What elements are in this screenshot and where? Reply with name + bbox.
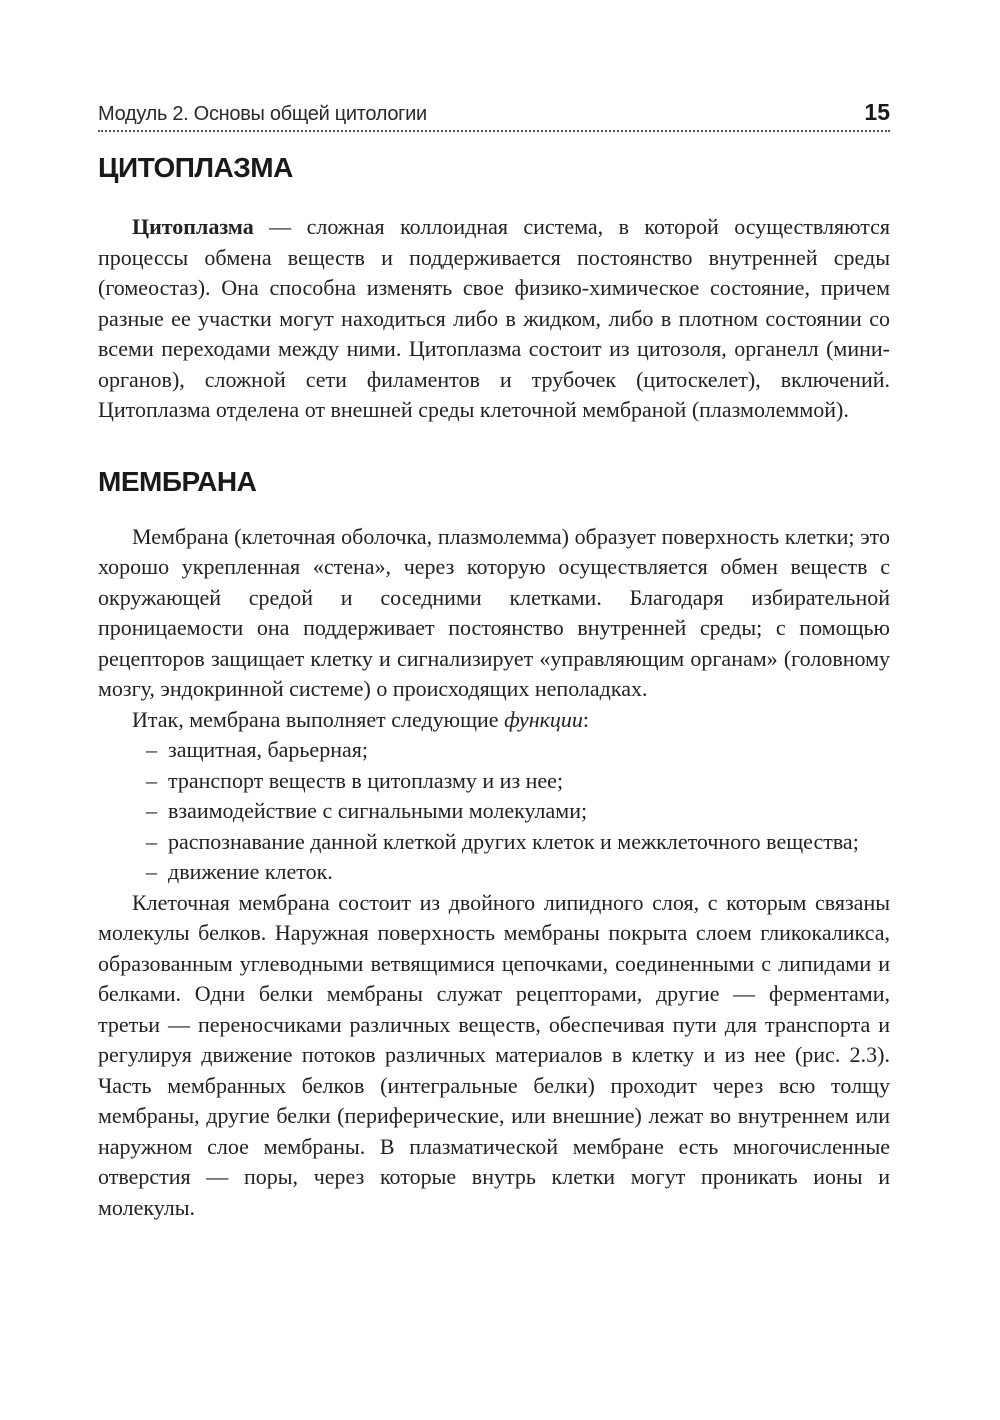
list-item-text: транспорт веществ в цитоплазму и из нее; (168, 767, 564, 793)
dash-bullet: – (146, 767, 157, 793)
list-item-text: движение клеток. (168, 859, 333, 884)
list-item (146, 827, 890, 858)
paragraph-membrane-2: Клеточная мембрана состоит из двойного липидного слоя, с которым связаны молекулы белков. Наружная поверхность мембраны покрыта слоем гликокаликса, образованным углеводными ветвящимися цепочками, соединенными с липидами и белками. Одни белки мембраны служат рецепторами, другие — ферментами, третьи — переносчиками различных веществ, обеспечивая пути для транспорта и регулируя движение потоков различных материалов в клетку и из нее (рис. 2.3). Часть мембранных белков (интегральные белки) проходит через всю толщу мембраны, другие белки (периферические, или внешние) лежат во внутреннем или наружном слое мембраны. В плазматической мембране есть многочисленные отверстия — поры, через которые внутрь клетки могут проникать ионы и молекулы. (98, 889, 890, 1220)
heading-cytoplasm: ЦИТОПЛАЗМА (98, 152, 293, 183)
list-item-text: взаимодействие с сигнальными молекулами; (168, 798, 588, 823)
dash-bullet: – (146, 798, 157, 823)
list-item-text: защитная, барьерная; (168, 737, 368, 762)
running-head-title: Модуль 2. Основы общей цитологии (98, 103, 427, 125)
functions-intro-text: Итак, мембрана выполняет следующие (132, 706, 505, 732)
paragraph-cytoplasm-text: — сложная коллоидная система, в которой осуществляются процессы обмена веществ и поддерживается постоянство внутренней среды (гомеостаз). Она способна изменять свое физико-химическое состояние, причем разные ее участки могут находиться либо в жидком, либо в плотном состоянии со всеми переходами между ними. Цитоплазма состоит из цитозоля, органелл (мини-органов), сложной сети филаментов и трубочек (цитоскелет), включений. Цитоплазма отделена от внешней среды клеточной мембраной (плазмолеммой). (98, 214, 890, 422)
paragraph-cytoplasm (98, 212, 890, 426)
functions-word: функции (504, 706, 583, 732)
term-cytoplasm: Цитоплазма (132, 214, 254, 239)
dash-bullet: – (146, 737, 157, 762)
functions-colon: : (582, 706, 590, 732)
book-page (98, 92, 890, 1223)
running-head (98, 92, 890, 132)
list-item (146, 796, 890, 827)
list-item (146, 857, 890, 888)
functions-list (98, 735, 890, 888)
paragraph-membrane-1: Мембрана (клеточная оболочка, плазмолемма) образует поверхность клетки; это хорошо укрепленная «стена», через которую осуществляется обмен веществ с окружающей средой и соседними клетками. Благодаря избирательной проницаемости она поддерживает постоянство внутренней среды; с помощью рецепторов защищает клетку и сигнализирует «управляющим органам» (головному мозгу, эндокринной системе) о происходящих неполадках. (98, 523, 890, 701)
list-item (146, 735, 890, 766)
dash-bullet: – (146, 859, 157, 884)
heading-membrane: МЕМБРАНА (98, 465, 257, 497)
list-item (146, 766, 890, 797)
functions-intro (98, 705, 890, 736)
list-item-text: распознавание данной клеткой других клеток и межклеточного вещества; (168, 828, 859, 854)
dash-bullet: – (146, 828, 157, 854)
page-number: 15 (864, 99, 890, 125)
